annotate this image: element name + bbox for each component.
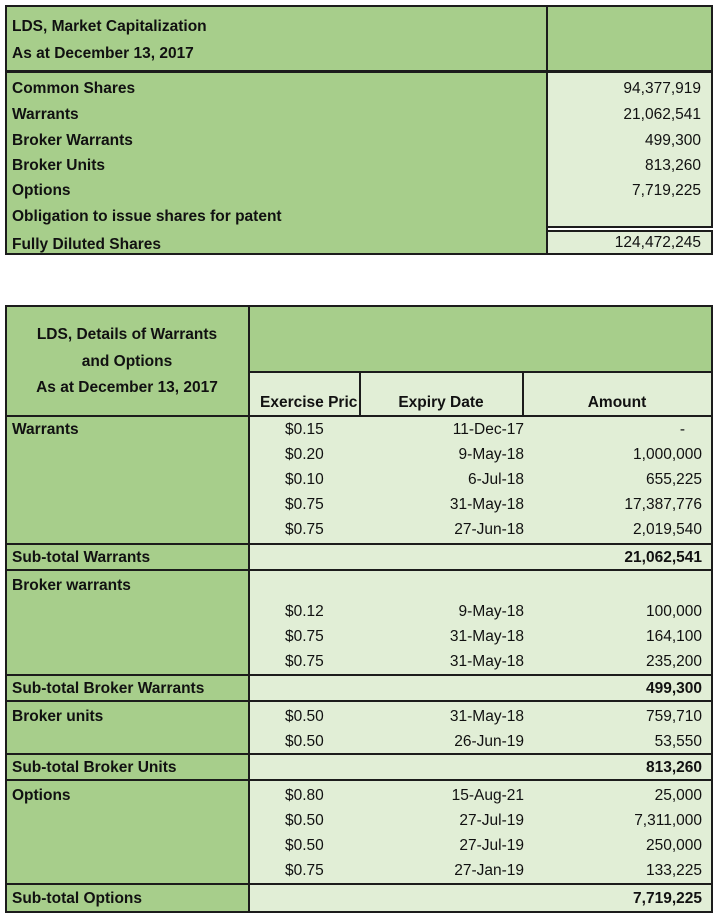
details-title-line1: LDS, Details of Warrants: [36, 326, 218, 343]
expiry-cell: 15-Aug-21: [451, 787, 524, 804]
expiry-cell: 31-May-18: [449, 628, 524, 645]
details-title-cell: [5, 305, 250, 417]
price-cell: $0.15: [285, 421, 324, 438]
row-label-options: Options: [12, 182, 71, 199]
amount-cell: -: [679, 421, 685, 438]
market-cap-date: As at December 13, 2017: [12, 45, 194, 62]
details-title-line2: and Options: [81, 353, 173, 370]
col-header-amount: [522, 371, 713, 417]
expiry-cell: 26-Jun-19: [454, 733, 524, 750]
col-header-expiry-date-label: Expiry Date: [398, 394, 484, 411]
subtotal-value-cell: [248, 883, 713, 913]
row-label-broker-units: Broker Units: [12, 157, 106, 174]
col-header-exercise-price-label: Exercise Pric: [260, 394, 358, 411]
subtotal-label-broker-warrants: Sub-total Broker Warrants: [12, 680, 205, 697]
expiry-cell: 27-Jan-19: [454, 862, 524, 879]
value-options: 7,719,225: [632, 182, 701, 199]
price-cell: $0.10: [285, 471, 324, 488]
price-cell: $0.20: [285, 446, 324, 463]
row-label-common-shares: Common Shares: [12, 80, 136, 97]
expiry-cell: 11-Dec-17: [452, 421, 524, 438]
expiry-cell: 27-Jul-19: [459, 837, 524, 854]
value-fully-diluted: 124,472,245: [614, 234, 701, 251]
section-body-options: [248, 779, 713, 885]
market-cap-total-cell: [546, 230, 713, 255]
row-label-broker-warrants: Broker Warrants: [12, 132, 133, 149]
subtotal-label-warrants: Sub-total Warrants: [12, 549, 151, 566]
row-label-obligation: Obligation to issue shares for patent: [12, 208, 282, 225]
subtotal-value-cell: [248, 753, 713, 781]
expiry-cell: 31-May-18: [449, 708, 524, 725]
details-table: [5, 305, 713, 913]
col-header-exercise-price: [248, 371, 361, 417]
price-cell: $0.75: [285, 628, 324, 645]
section-label-warrants: Warrants: [12, 421, 79, 438]
price-cell: $0.50: [285, 733, 324, 750]
amount-cell: 2,019,540: [633, 521, 702, 538]
market-cap-table: [5, 5, 713, 255]
amount-cell: 164,100: [645, 628, 702, 645]
expiry-cell: 27-Jun-18: [454, 521, 524, 538]
details-title-date: As at December 13, 2017: [36, 379, 218, 396]
price-cell: $0.75: [285, 862, 324, 879]
price-cell: $0.75: [285, 496, 324, 513]
value-broker-warrants: 499,300: [644, 132, 701, 149]
row-label-fully-diluted: Fully Diluted Shares: [12, 236, 162, 253]
subtotal-label-cell: [5, 674, 250, 702]
amount-cell: 759,710: [645, 708, 702, 725]
col-header-amount-label: Amount: [587, 394, 647, 411]
section-body-broker-warrants: [248, 569, 713, 676]
section-label-cell-warrants: [5, 415, 250, 545]
market-cap-title: LDS, Market Capitalization: [12, 18, 207, 35]
amount-cell: 250,000: [645, 837, 702, 854]
market-cap-title-cell: [5, 5, 548, 72]
expiry-cell: 9-May-18: [458, 446, 524, 463]
market-cap-header-value-cell: [546, 5, 713, 72]
expiry-cell: 27-Jul-19: [459, 812, 524, 829]
amount-cell: 25,000: [654, 787, 702, 804]
section-label-options: Options: [12, 787, 71, 804]
subtotal-value-broker-units: 813,260: [645, 759, 702, 776]
amount-cell: 17,387,776: [624, 496, 702, 513]
subtotal-label-cell: [5, 883, 250, 913]
subtotal-label-broker-units: Sub-total Broker Units: [12, 759, 177, 776]
price-cell: $0.75: [285, 521, 324, 538]
amount-cell: 53,550: [654, 733, 702, 750]
amount-cell: 655,225: [645, 471, 702, 488]
row-label-warrants: Warrants: [12, 106, 79, 123]
amount-cell: 1,000,000: [633, 446, 702, 463]
price-cell: $0.12: [285, 603, 324, 620]
amount-cell: 100,000: [645, 603, 702, 620]
expiry-cell: 31-May-18: [449, 653, 524, 670]
details-header-band: [248, 305, 713, 373]
section-label-cell-broker-units: [5, 700, 250, 755]
col-header-expiry-date: [359, 371, 524, 417]
subtotal-label-cell: [5, 543, 250, 571]
subtotal-value-cell: [248, 543, 713, 571]
market-cap-label-column: [5, 71, 548, 255]
section-label-broker-units: Broker units: [12, 708, 104, 725]
value-common-shares: 94,377,919: [623, 80, 701, 97]
expiry-cell: 9-May-18: [458, 603, 524, 620]
price-cell: $0.50: [285, 812, 324, 829]
subtotal-value-broker-warrants: 499,300: [645, 680, 702, 697]
price-cell: $0.80: [285, 787, 324, 804]
market-cap-value-column: [546, 71, 713, 228]
amount-cell: 235,200: [645, 653, 702, 670]
price-cell: $0.50: [285, 837, 324, 854]
amount-cell: 7,311,000: [634, 812, 702, 829]
section-body-broker-units: [248, 700, 713, 755]
subtotal-value-cell: [248, 674, 713, 702]
price-cell: $0.75: [285, 653, 324, 670]
amount-cell: 133,225: [645, 862, 702, 879]
subtotal-value-options: 7,719,225: [633, 890, 702, 907]
section-label-broker-warrants: Broker warrants: [12, 577, 131, 594]
value-broker-units: 813,260: [644, 157, 701, 174]
expiry-cell: 31-May-18: [449, 496, 524, 513]
subtotal-value-warrants: 21,062,541: [624, 549, 702, 566]
section-label-cell-options: [5, 779, 250, 885]
price-cell: $0.50: [285, 708, 324, 725]
subtotal-label-cell: [5, 753, 250, 781]
section-body-warrants: [248, 415, 713, 545]
section-label-cell-broker-warrants: [5, 569, 250, 676]
expiry-cell: 6-Jul-18: [468, 471, 524, 488]
subtotal-label-options: Sub-total Options: [12, 890, 143, 907]
value-warrants: 21,062,541: [623, 106, 701, 123]
